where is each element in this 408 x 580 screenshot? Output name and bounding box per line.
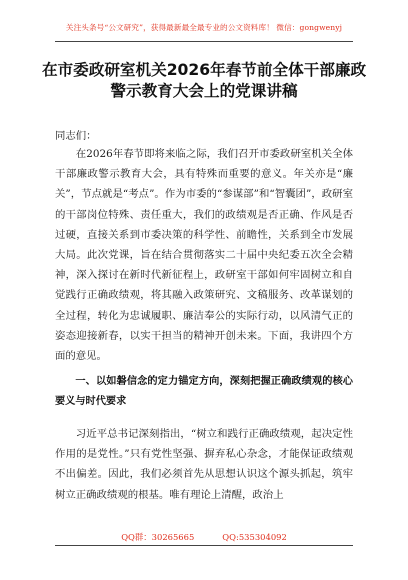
qq-group-text: QQ群：30265665 bbox=[121, 532, 195, 542]
header-divider bbox=[55, 41, 353, 42]
qq-number-text: QQ:535304092 bbox=[222, 532, 287, 542]
document-title: 在市委政研室机关2026年春节前全体干部廉政警示教育大会上的党课讲稿 bbox=[41, 61, 367, 100]
paragraph-intro: 在2026年春节即将来临之际，我们召开市委政研室机关全体干部廉政警示教育大会，具有特殊而重要的意义。年关亦是“廉关”，节点就是“考点”。作为市委的“参谋部”和“智囊团”，政研室的干部岗位特殊、责任重大，我们的政绩观是否正确、作风是否过硬，直接关系到市委决策的科学性、前瞻性，关系到全市发展大局。此次党课，旨在结合贯彻落实二十届中央纪委五次全会精神，深入探讨在新时代新征程上，政研室干部如何牢固树立和自觉践行正确政绩观，将其融入政策研究、文稿服务、改革谋划的全过程，转化为忠诚履职、廉洁奉公的实际行动，以风清气正的姿态迎接新春，以实干担当的精神开创未来。下面，我讲四个方面的意见。 bbox=[55, 148, 353, 363]
footer-contacts bbox=[0, 531, 408, 543]
section-heading: 一、以如磐信念的定力锚定方向，深刻把握正确政绩观的核心要义与时代要求 bbox=[55, 376, 353, 408]
salutation: 同志们： bbox=[55, 130, 97, 142]
footer-divider bbox=[55, 545, 353, 546]
paragraph-section-1: 习近平总书记深刻指出，“树立和践行正确政绩观，起决定性作用的是党性。”只有党性坚强、摒弃私心杂念，才能保证政绩观不出偏差。因此，我们必须首先从思想认识这个源头抓起，筑牢树立正确政绩观的根基。唯有理论上清醒，政治上 bbox=[55, 428, 353, 501]
header-banner: 关注头条号“公文研究”，获得最新最全最专业的公文资料库！ 微信：gongwenyj bbox=[65, 23, 343, 32]
